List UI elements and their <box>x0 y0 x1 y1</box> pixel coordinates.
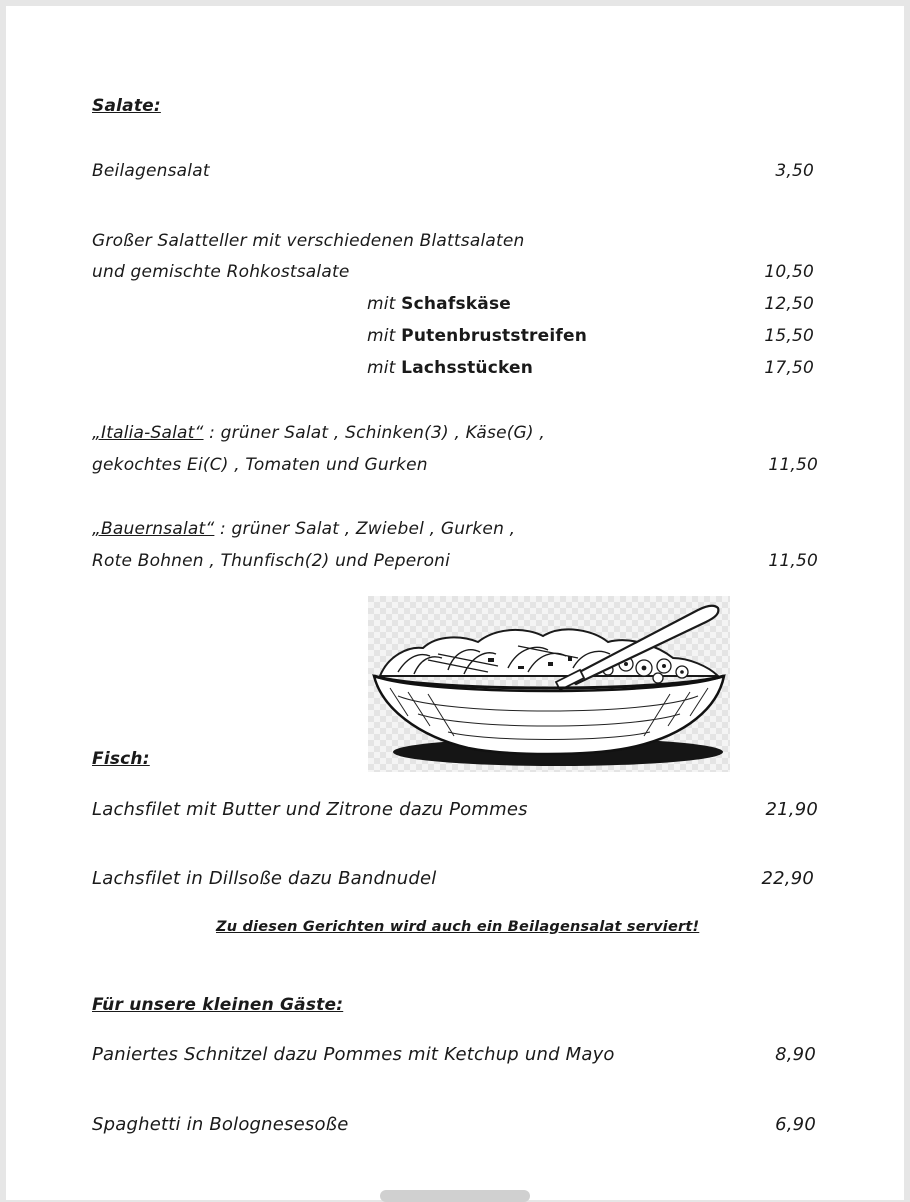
item-name-bauern: „Bauernsalat“ <box>92 519 215 539</box>
salad-bowl-icon <box>368 596 730 772</box>
section-heading-salads: Salate: <box>92 96 161 116</box>
option-name: Lachsstücken <box>401 358 534 378</box>
option-prefix: mit <box>367 358 402 378</box>
item-price-bauern: 11,50 <box>768 551 818 571</box>
item-name-lachs-dill: Lachsfilet in Dillsoße dazu Bandnudel <box>92 868 437 889</box>
option-putenbruststreifen <box>367 326 587 346</box>
option-prefix: mit <box>367 294 402 314</box>
item-italia-line2: gekochtes Ei(C) , Tomaten und Gurken <box>92 455 428 475</box>
option-schafskaese <box>367 294 511 314</box>
option-price-lachsstuecken: 17,50 <box>764 358 814 378</box>
item-name-beilagensalat: Beilagensalat <box>92 161 210 181</box>
item-price-lachs-butter: 21,90 <box>765 799 818 820</box>
option-prefix: mit <box>367 326 402 346</box>
item-name-schnitzel: Paniertes Schnitzel dazu Pommes mit Ketchup und Mayo <box>92 1044 615 1065</box>
item-name-lachs-butter: Lachsfilet mit Butter und Zitrone dazu Pommes <box>92 799 528 820</box>
item-price-salatteller: 10,50 <box>764 262 814 282</box>
item-price-schnitzel: 8,90 <box>775 1044 816 1065</box>
item-price-beilagensalat: 3,50 <box>775 161 814 181</box>
option-name: Putenbruststreifen <box>401 326 587 346</box>
item-desc-bauern: : grüner Salat , Zwiebel , Gurken , <box>214 519 516 539</box>
item-price-spaghetti: 6,90 <box>775 1114 816 1135</box>
option-name: Schafskäse <box>401 294 511 314</box>
section-heading-fish: Fisch: <box>92 749 150 769</box>
fish-note: Zu diesen Gerichten wird auch ein Beilagensalat serviert! <box>216 919 700 935</box>
menu-page <box>6 6 904 1200</box>
option-price-putenbruststreifen: 15,50 <box>764 326 814 346</box>
item-name-spaghetti: Spaghetti in Bolognesesoße <box>92 1114 349 1135</box>
item-bauern-line1 <box>92 519 515 539</box>
section-heading-kids: Für unsere kleinen Gäste: <box>92 995 344 1015</box>
scroll-indicator[interactable] <box>380 1190 530 1202</box>
item-price-lachs-dill: 22,90 <box>761 868 814 889</box>
option-price-schafskaese: 12,50 <box>764 294 814 314</box>
item-name-salatteller-line2: und gemischte Rohkostsalate <box>92 262 350 282</box>
item-italia-line1 <box>92 423 545 443</box>
option-lachsstuecken <box>367 358 533 378</box>
item-name-salatteller-line1: Großer Salatteller mit verschiedenen Blattsalaten <box>92 231 525 251</box>
item-desc-italia: : grüner Salat , Schinken(3) , Käse(G) , <box>203 423 545 443</box>
item-price-italia: 11,50 <box>768 455 818 475</box>
item-name-italia: „Italia-Salat“ <box>92 423 204 443</box>
item-bauern-line2: Rote Bohnen , Thunfisch(2) und Peperoni <box>92 551 451 571</box>
